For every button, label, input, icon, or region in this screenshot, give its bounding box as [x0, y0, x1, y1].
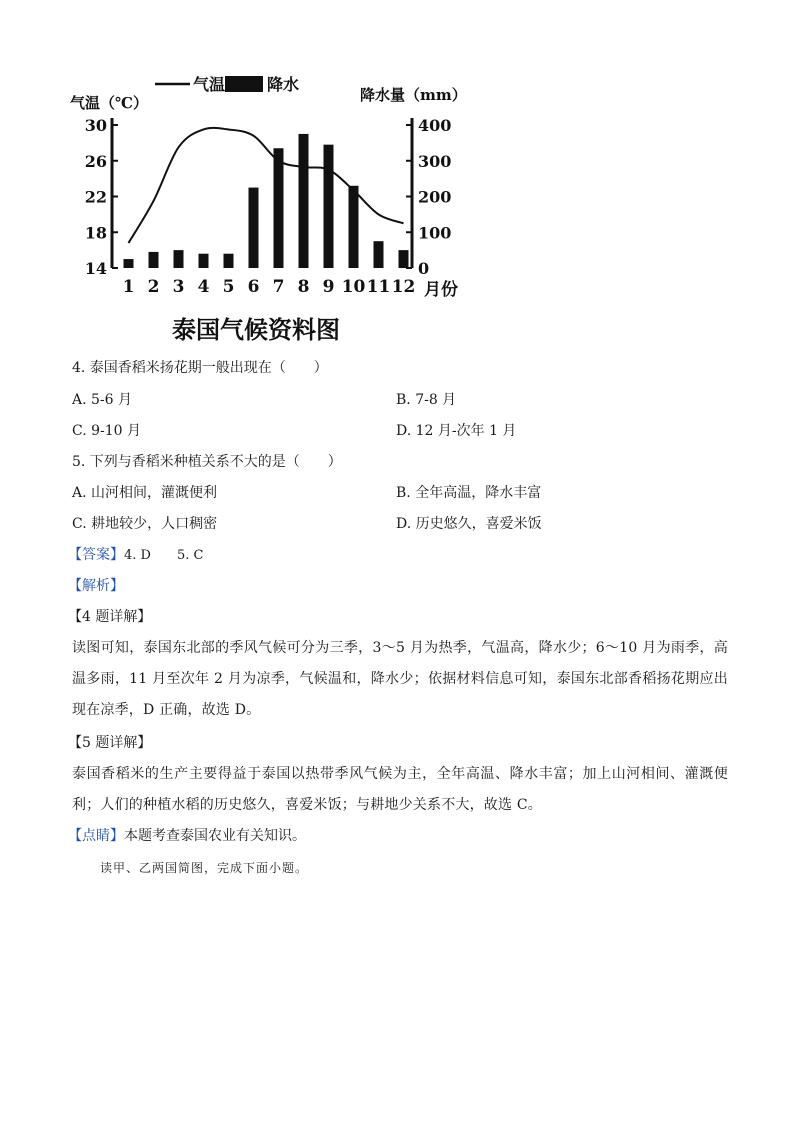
precipitation-bar: [249, 188, 259, 268]
legend-temp-label: 气温: [193, 75, 226, 94]
precipitation-bar: [149, 252, 159, 268]
y-right-tick-label: 100: [418, 223, 452, 243]
precipitation-bar: [374, 241, 384, 268]
y-left-tick-label: 14: [84, 259, 107, 278]
x-tick-label: 3: [172, 277, 185, 297]
x-tick-label: 4: [197, 277, 210, 297]
x-tick-label: 12: [391, 277, 416, 297]
y-right-tick-label: 200: [418, 187, 452, 207]
y-left-tick-label: 30: [84, 116, 107, 135]
x-tick-label: 6: [247, 277, 260, 297]
x-tick-label: 10: [341, 277, 366, 297]
y-left-tick-label: 22: [84, 187, 107, 207]
x-tick-label: 9: [322, 277, 335, 297]
answer-tag: 【答案】: [68, 547, 124, 563]
question-4-option-a[interactable]: A. 5-6 月: [72, 392, 133, 408]
question-5-option-d[interactable]: D. 历史悠久，喜爱米饭: [396, 516, 542, 532]
answer-line: [68, 545, 203, 566]
x-tick-label: 1: [122, 277, 135, 297]
answer-text: 4. D 5. C: [124, 548, 204, 563]
x-tick-label: 2: [147, 277, 160, 297]
y-right-tick-label: 0: [418, 259, 430, 278]
detail-5-text: 泰国香稻米的生产主要得益于泰国以热带季风气候为主，全年高温、降水丰富；加上山河相间、灌溉便利；人们的种植水稻的历史悠久，喜爱米饭；与耕地少关系不大，故选 C。: [72, 766, 728, 813]
question-4-stem: 4. 泰国香稻米扬花期一般出现在（ ）: [72, 360, 328, 376]
x-tick-label: 5: [222, 277, 235, 297]
question-5-option-a[interactable]: A. 山河相间，灌溉便利: [72, 485, 218, 501]
detail-4-text: 读图可知，泰国东北部的季风气候可分为三季，3～5 月为热季，气温高，降水少；6～10 月为雨季，高温多雨，11 月至次年 2 月为凉季，气候温和，降水少；依据材料信息可知，泰国东北部香稻扬花期应出现在凉季，D 正确，故选 D。: [72, 640, 728, 718]
question-5-option-b[interactable]: B. 全年高温，降水丰富: [396, 485, 542, 501]
y-left-axis-title: 气温（℃）: [70, 94, 148, 112]
detail-5-tag: 【5 题详解】: [68, 735, 152, 751]
question-5-option-c[interactable]: C. 耕地较少，人口稠密: [72, 516, 218, 532]
precipitation-bar: [399, 250, 409, 268]
question-5-stem: 5. 下列与香稻米种植关系不大的是（ ）: [72, 454, 342, 470]
x-tick-label: 11: [366, 277, 391, 297]
y-right-tick-label: 300: [418, 151, 452, 171]
temperature-line: [129, 128, 404, 243]
comment-text: 本题考查泰国农业有关知识。: [124, 828, 306, 844]
question-4-option-c[interactable]: C. 9-10 月: [72, 423, 142, 439]
question-4-option-d[interactable]: D. 12 月-次年 1 月: [396, 423, 517, 439]
precipitation-bar: [199, 254, 209, 268]
precipitation-bar: [174, 250, 184, 268]
analysis-tag: 【解析】: [68, 578, 124, 594]
precipitation-bar: [299, 134, 309, 268]
y-left-tick-label: 26: [84, 151, 107, 171]
next-instruction: 读甲、乙两国简图，完成下面小题。: [100, 861, 309, 875]
chart-title: 泰国气候资料图: [172, 315, 340, 344]
question-4-option-b[interactable]: B. 7-8 月: [396, 392, 457, 408]
precipitation-bar: [324, 145, 334, 268]
legend-rain-swatch: [225, 76, 263, 92]
precipitation-bar: [274, 148, 284, 268]
legend-rain-label: 降水: [267, 75, 300, 94]
precipitation-bar: [124, 259, 134, 268]
y-right-axis-title: 降水量（mm）: [360, 86, 467, 104]
x-tick-label: 8: [297, 277, 310, 297]
x-tick-label: 7: [272, 277, 285, 297]
comment-tag: 【点睛】: [68, 828, 124, 844]
y-left-tick-label: 18: [84, 223, 107, 243]
x-axis-suffix: 月份: [424, 280, 458, 300]
y-right-tick-label: 400: [418, 116, 452, 135]
precipitation-bar: [349, 186, 359, 268]
precipitation-bar: [224, 254, 234, 268]
comment-line: [68, 826, 306, 846]
detail-4-tag: 【4 题详解】: [68, 609, 152, 625]
climate-chart: [60, 70, 480, 350]
